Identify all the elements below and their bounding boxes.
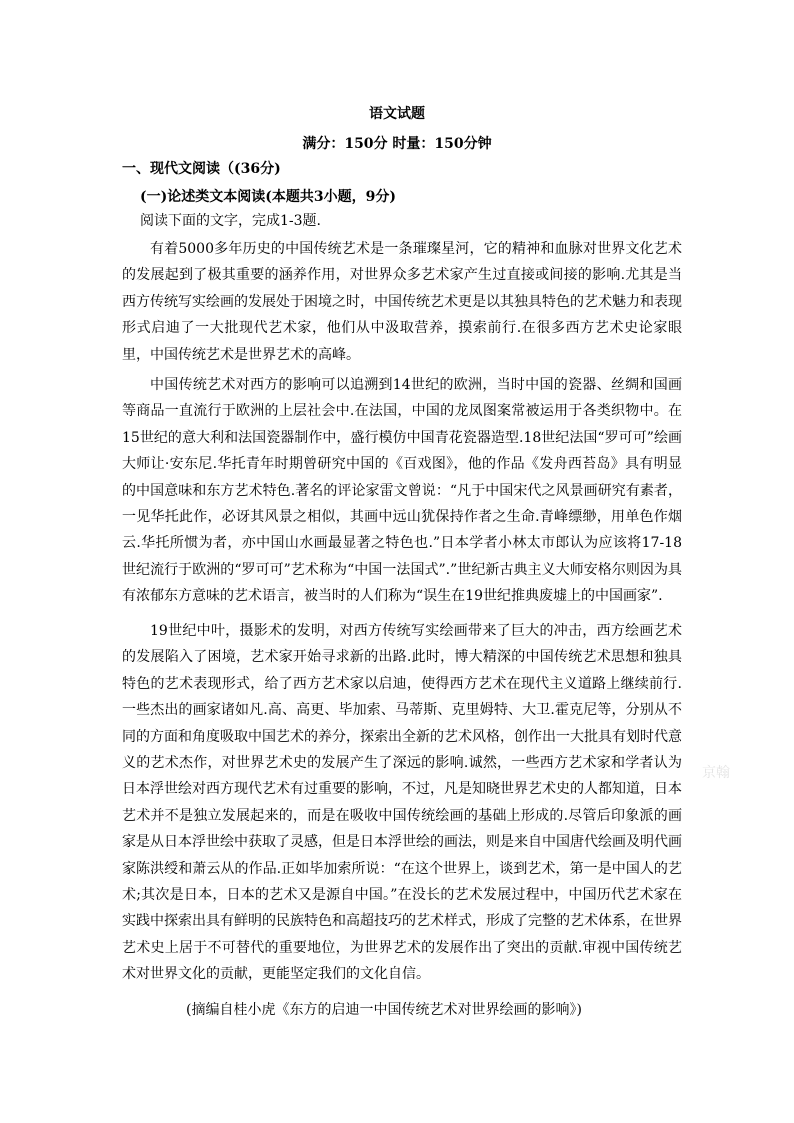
subsection-heading: (一)论述类文本阅读(本题共3小题，9分)	[140, 189, 396, 205]
page-title: 语文试题	[369, 106, 425, 122]
watermark: 京翰	[702, 765, 730, 781]
paragraph-2: 中国传统艺术对西方的影响可以追溯到14世纪的欧洲，当时中国的瓷器、丝绸和国画等商品一直流行于欧洲的上层社会中.在法国，中国的龙凤图案常被运用于各类织物中。在15世纪的意大利和法国瓷器制作中，盛行模仿中国青花瓷器造型.18世纪法国“罗可可”绘画大师让·安东尼.华托青年时期曾研究中国的《百戏图》，他的作品《发舟西苔岛》具有明显的中国意味和东方艺术特色.著名的评论家雷文曾说：“凡于中国宋代之风景画研究有素者，一见华托此作，必讶其风景之相似，其画中远山犹保持作者之生命.青峰缥缈，用单色作烟云.华托所惯为者，亦中国山水画最显著之特色也.”日本学者小林太市郎认为应该将17-18世纪流行于欧洲的“罗可可”艺术称为“中国一法国式”.”世纪新古典主义大师安格尔则因为具有浓郁东方意味的艺术语言，被当时的人们称为“误生在19世纪推典废墟上的中国画家”.	[122, 377, 682, 605]
paragraph-3: 19世纪中叶，摄影术的发明，对西方传统写实绘画带来了巨大的冲击，西方绘画艺术的发展陷入了困境，艺术家开始寻求新的出路.此时，博大精深的中国传统艺术思想和独具特色的艺术表现形式，给了西方艺术家以启迪，使得西方艺术在现代主义道路上继续前行.一些杰出的画家诸如凡.高、高更、毕加索、马蒂斯、克里姆特、大卫.霍克尼等，分别从不同的方面和角度吸取中国艺术的养分，探索出全新的艺术风格，创作出一大批具有划时代意义的艺术杰作，对世界艺术史的发展产生了深远的影响.诚然，一些西方艺术家和学者认为日本浮世绘对西方现代艺术有过重要的影响，不过，凡是知晓世界艺术史的人都知道，日本艺术并不是独立发展起来的，而是在吸收中国传统绘画的基础上形成的.尽管后印象派的画家是从日本浮世绘中获取了灵感，但是日本浮世绘的画法，则是来自中国唐代绘画及明代画家陈洪绶和萧云从的作品.正如毕加索所说：“在这个世界上，谈到艺术，第一是中国人的艺术;其次是日本，日本的艺术又是源自中国。”在没长的艺术发展过程中，中国历代艺术家在实践中探索出具有鲜明的民族特色和高超技巧的艺术样式，形成了完整的艺术体系，在世界艺术史上居于不可替代的重要地位，为世界艺术的发展作出了突出的贡献.审视中国传统艺术对世界文化的贡献，更能坚定我们的文化自信。	[122, 623, 682, 983]
exam-info: 满分：150分 时量：150分钟	[302, 136, 492, 152]
instruction-text: 阅读下面的文字，完成1-3题.	[140, 213, 321, 229]
paragraph-1: 有着5000多年历史的中国传统艺术是一条璀璨星河，它的精神和血脉对世界文化艺术的发展起到了极其重要的涵养作用，对世界众多艺术家产生过直接或间接的影响.尤其是当西方传统写实绘画的发展处于困境之时，中国传统艺术更是以其独具特色的艺术魅力和表现形式启迪了一大批现代艺术家，他们从中汲取营养，摸索前行.在很多西方艺术史论家眼里，中国传统艺术是世界艺术的高峰。	[122, 241, 682, 363]
source-citation: (摘编自桂小虎《东方的启迪一中国传统艺术对世界绘画的影响》)	[186, 1002, 582, 1018]
section-heading: 一、现代文阅读（(36分)	[122, 161, 281, 177]
